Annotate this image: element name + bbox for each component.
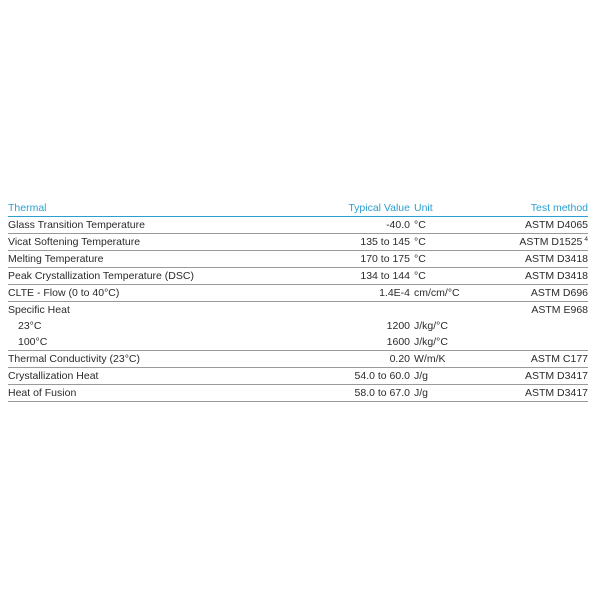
property-name: Heat of Fusion: [8, 385, 310, 402]
property-test-method: ASTM D3417: [488, 368, 588, 385]
property-test-method: ASTM D3418: [488, 251, 588, 268]
property-test-method: ASTM E968: [531, 304, 588, 316]
table-row: [8, 318, 588, 334]
table-row: [8, 351, 588, 368]
property-unit: cm/cm/°C: [410, 285, 488, 302]
property-value: 58.0 to 67.0: [310, 385, 410, 402]
table-row: [8, 285, 588, 302]
property-test-method: ASTM C177: [488, 351, 588, 368]
property-name: Specific Heat: [8, 304, 70, 316]
property-subname: 23°C: [18, 320, 42, 332]
table-row: [8, 217, 588, 234]
property-unit: J/kg/°C: [414, 320, 448, 332]
property-name: Vicat Softening Temperature: [8, 234, 310, 251]
property-value: 1600: [310, 334, 410, 351]
property-test-method: [488, 318, 588, 334]
property-unit: °C: [410, 217, 488, 234]
header-test-method: Test method: [488, 200, 588, 217]
property-unit: °C: [410, 251, 488, 268]
table-row: [8, 334, 588, 351]
property-unit: J/kg/°C: [410, 334, 488, 351]
header-thermal: Thermal: [8, 200, 310, 217]
table-row: [8, 302, 588, 319]
property-test-method: ASTM D3418: [488, 268, 588, 285]
property-name: CLTE - Flow (0 to 40°C): [8, 285, 310, 302]
table-row: [8, 234, 588, 251]
header-typical-value: Typical Value: [310, 200, 410, 217]
property-name: Melting Temperature: [8, 251, 310, 268]
property-unit: °C: [410, 234, 488, 251]
table-row: [8, 385, 588, 402]
property-test-method: ASTM D696: [488, 285, 588, 302]
property-name: Peak Crystallization Temperature (DSC): [8, 268, 310, 285]
table-row: [8, 268, 588, 285]
property-unit: [410, 302, 488, 319]
property-name: Glass Transition Temperature: [8, 217, 310, 234]
property-value: 135 to 145: [310, 234, 410, 251]
header-unit: Unit: [410, 200, 488, 217]
property-value: 1200: [386, 320, 410, 332]
thermal-properties-section: [8, 200, 588, 402]
table-row: [8, 368, 588, 385]
property-unit: °C: [410, 268, 488, 285]
property-test-method: ASTM D3417: [488, 385, 588, 402]
table-header-row: [8, 200, 588, 217]
property-value: 0.20: [310, 351, 410, 368]
footnote-marker: 4: [584, 236, 588, 243]
property-value: 134 to 144: [310, 268, 410, 285]
property-value: 170 to 175: [310, 251, 410, 268]
property-name: Crystallization Heat: [8, 368, 310, 385]
property-test-method: ASTM D4065: [488, 217, 588, 234]
property-test-method-cell: [488, 234, 588, 251]
property-value: -40.0: [310, 217, 410, 234]
property-test-method: [488, 334, 588, 351]
property-name: Thermal Conductivity (23°C): [8, 351, 310, 368]
property-test-method: ASTM D1525: [519, 236, 583, 248]
property-value: 54.0 to 60.0: [310, 368, 410, 385]
property-subname: 100°C: [8, 334, 310, 351]
property-unit: W/m/K: [410, 351, 488, 368]
property-value: 1.4E-4: [310, 285, 410, 302]
table-row: [8, 251, 588, 268]
property-unit: J/g: [410, 385, 488, 402]
thermal-properties-table: [8, 200, 588, 402]
property-value: [310, 302, 410, 319]
property-unit: J/g: [410, 368, 488, 385]
